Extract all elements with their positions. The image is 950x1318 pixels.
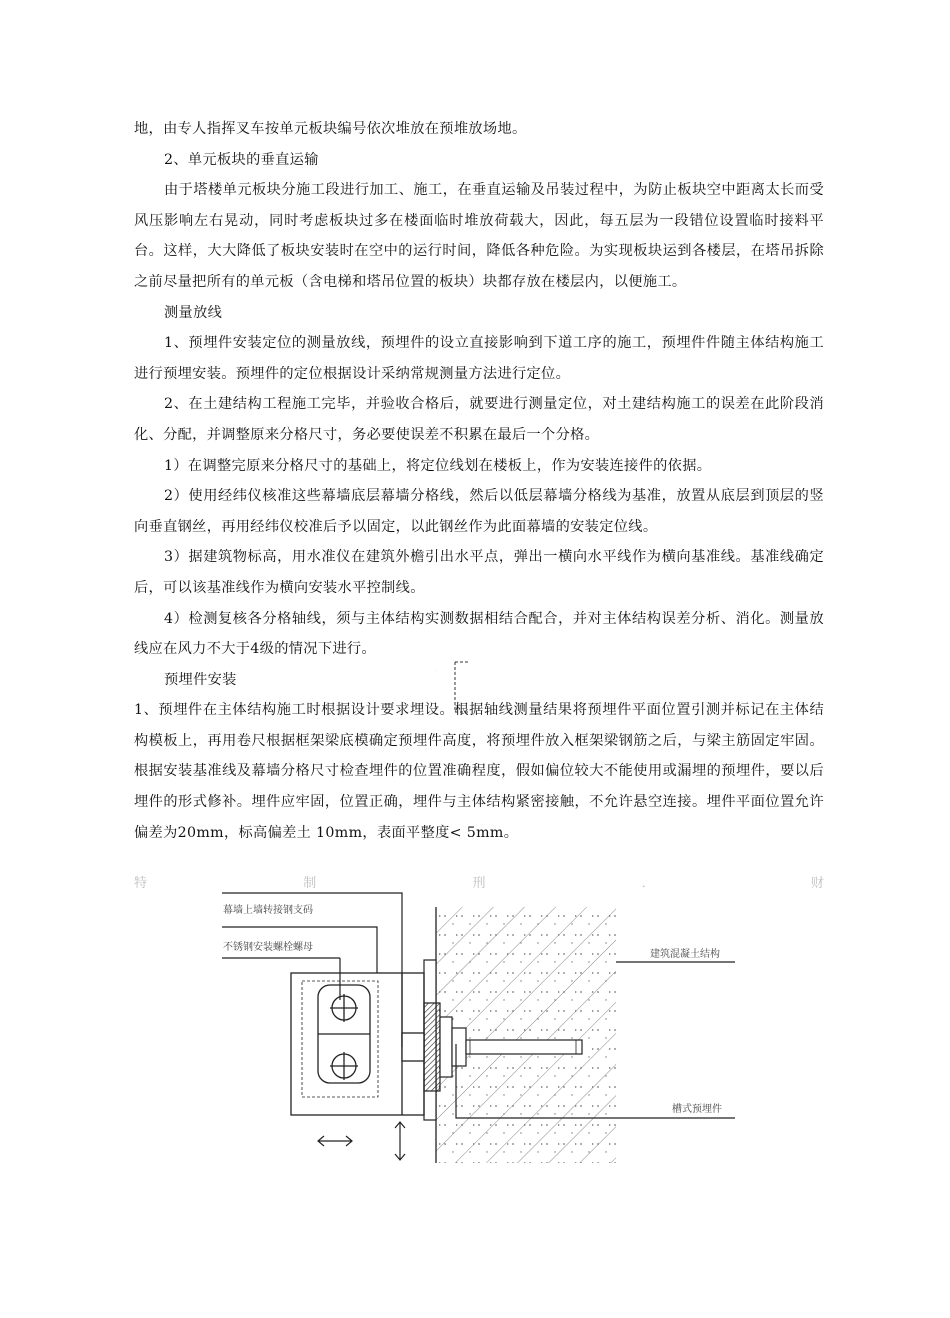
- faint-char: ．: [641, 876, 655, 891]
- paragraph: 1、预埋件在主体结构施工时根据设计要求埋设。根据轴线测量结果将预埋件平面位置引测并标记在主体结构模板上，再用卷尺根据框架梁底模确定预埋件高度，将预埋件放入框架梁钢筋之后，与梁主筋固定牢固。根据安装基准线及幕墙分格尺寸检查埋件的位置准确程度，假如偏位较大不能使用或漏埋的预埋件，要以后埋件的形式修补。埋件应牢固，位置正确，埋件与主体结构紧密接触，不允许悬空连接。埋件平面位置允许偏差为20mm，标高偏差土 10mm，表面平整度< 5mm。: [134, 702, 824, 841]
- faint-char: 刑: [472, 876, 486, 891]
- label-structure: 建筑混凝土结构: [650, 949, 720, 960]
- faint-char: 财: [810, 876, 824, 891]
- faint-char: 制: [303, 876, 317, 891]
- paragraph: 4）检测复核各分格轴线，须与主体结构实测数据相结合配合，并对主体结构误差分析、消化。测量放线应在风力不大于4级的情况下进行。: [134, 610, 824, 658]
- label-bracket: 幕墙上墙转接钢支码: [223, 905, 313, 916]
- horizontal-adjust-arrow-icon: [318, 1136, 352, 1146]
- paragraph: 由于塔楼单元板块分施工段进行加工、施工，在垂直运输及吊装过程中，为防止板块空中距离太长而受风压影响左右晃动，同时考虑板块过多在楼面临时堆放荷载大，因此，每五层为一段错位设置临时接料平台。这样，大大降低了板块安装时在空中的运行时间，降低各种危险。为实现板块运到各楼层，在塔吊拆除之前尽量把所有的单元板（含电梯和塔吊位置的板块）块都存放在楼层内，以便施工。: [134, 182, 824, 290]
- paragraph: 1、预埋件安装定位的测量放线，预埋件的设立直接影响到下道工序的施工，预埋件件随主体结构施工进行预埋安装。预埋件的定位根据设计采纳常规测量方法进行定位。: [134, 335, 824, 382]
- channel-embed-outline: [455, 662, 470, 712]
- paragraph: 1）在调整完原来分格尺寸的基础上，将定位线划在楼板上，作为安装连接件的依据。: [164, 457, 712, 474]
- paragraph: 2、在土建结构工程施工完毕，并验收合格后，就要进行测量定位，对土建结构施工的误差在此阶段消化、分配，并调整原来分格尺寸，务必要使误差不积累在最后一个分格。: [134, 396, 824, 443]
- faint-char: 特: [134, 876, 148, 891]
- paragraph: 预埋件安装: [164, 671, 237, 688]
- paragraph: 测量放线: [164, 304, 223, 321]
- vertical-adjust-arrow-icon: [395, 1122, 405, 1160]
- paragraph: 3）据建筑物标高，用水准仪在建筑外檐引出水平点，弹出一横向水平线作为横向基准线。基准线确定后，可以该基准线作为横向安装水平控制线。: [134, 549, 824, 596]
- paragraph: 地，由专人指挥叉车按单元板块编号依次堆放在预堆放场地。: [134, 121, 527, 137]
- channel-embed-part: [436, 670, 455, 672]
- paragraph: 2）使用经纬仪核准这些幕墙底层幕墙分格线，然后以低层幕墙分格线为基准，放置从底层到顶层的竖向垂直钢丝，再用经纬仪校准后予以固定，以此钢丝作为此面幕墙的安装定位线。: [134, 488, 824, 535]
- label-bolt: 不锈钢安装螺栓螺母: [223, 942, 313, 953]
- label-embed: 槽式预埋件: [672, 1104, 722, 1115]
- paragraph: 2、单元板块的垂直运输: [164, 151, 319, 168]
